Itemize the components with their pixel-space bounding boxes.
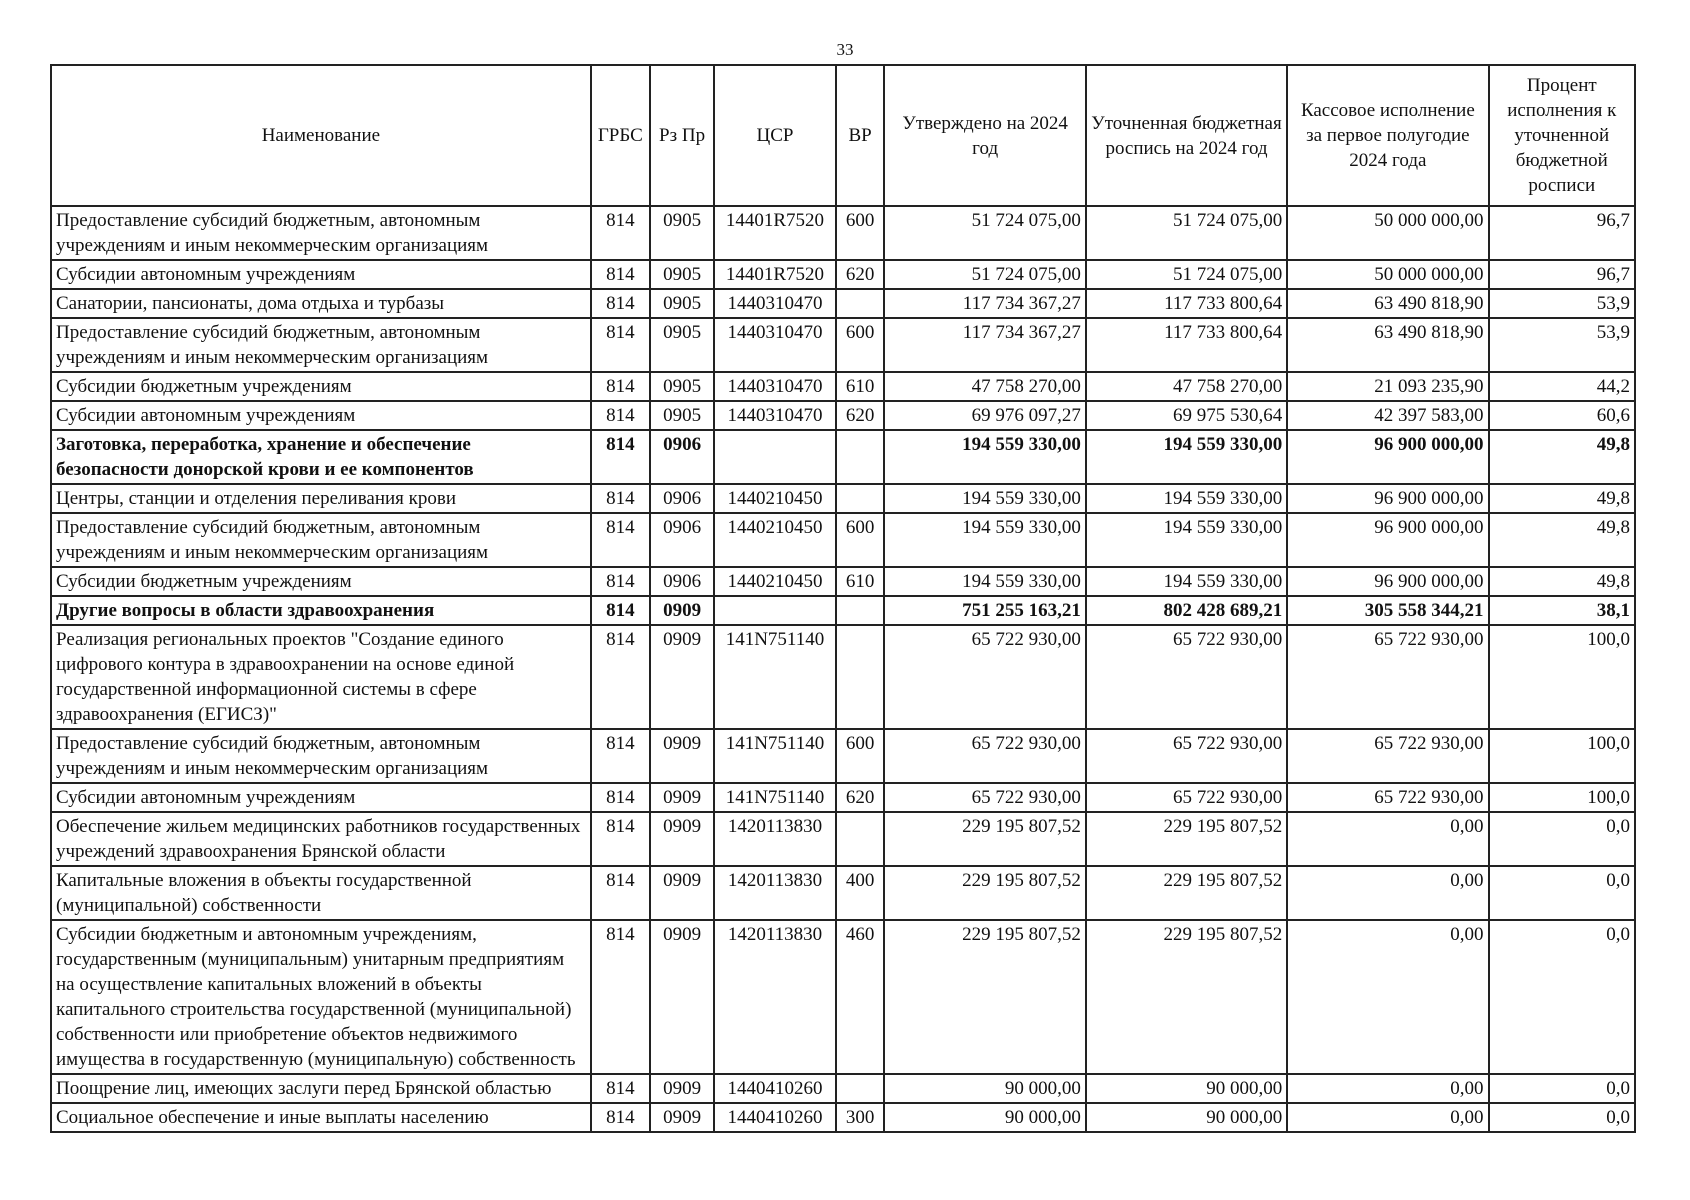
cell-name: Предоставление субсидий бюджетным, автономным учреждениям и иным некоммерческим организациям: [51, 513, 591, 567]
table-row: [51, 484, 1635, 513]
cell-csr: 14401R7520: [714, 260, 835, 289]
cell-rzpr: 0905: [650, 206, 714, 260]
cell-vr: 600: [836, 729, 885, 783]
cell-percent: 53,9: [1489, 318, 1635, 372]
cell-name: Субсидии бюджетным и автономным учреждениям, государственным (муниципальным) унитарным предприятиям на осуществление капитальных вложений в объекты капитального строительства государственной (муниципальной) собственности или приобретение объектов недвижимого имущества в государственную (муниципальную) собственность: [51, 920, 591, 1074]
table-row: [51, 318, 1635, 372]
cell-rzpr: 0906: [650, 513, 714, 567]
cell-vr: [836, 484, 885, 513]
cell-refined: 65 722 930,00: [1086, 783, 1287, 812]
cell-name: Санатории, пансионаты, дома отдыха и турбазы: [51, 289, 591, 318]
cell-refined: 90 000,00: [1086, 1074, 1287, 1103]
cell-approved: 90 000,00: [884, 1103, 1085, 1132]
cell-refined: 51 724 075,00: [1086, 206, 1287, 260]
cell-cash: 0,00: [1287, 920, 1488, 1074]
cell-vr: [836, 625, 885, 729]
cell-refined: 194 559 330,00: [1086, 430, 1287, 484]
cell-grbs: 814: [591, 401, 650, 430]
table-header: [51, 65, 1635, 206]
cell-refined: 65 722 930,00: [1086, 729, 1287, 783]
cell-name: Субсидии бюджетным учреждениям: [51, 372, 591, 401]
cell-name: Капитальные вложения в объекты государственной (муниципальной) собственности: [51, 866, 591, 920]
cell-approved: 194 559 330,00: [884, 430, 1085, 484]
cell-grbs: 814: [591, 318, 650, 372]
cell-approved: 194 559 330,00: [884, 513, 1085, 567]
header-name: Наименование: [51, 65, 591, 206]
cell-refined: 229 195 807,52: [1086, 920, 1287, 1074]
cell-vr: [836, 289, 885, 318]
cell-refined: 194 559 330,00: [1086, 567, 1287, 596]
cell-grbs: 814: [591, 596, 650, 625]
cell-cash: 0,00: [1287, 1074, 1488, 1103]
cell-approved: 51 724 075,00: [884, 206, 1085, 260]
cell-refined: 51 724 075,00: [1086, 260, 1287, 289]
cell-approved: 65 722 930,00: [884, 783, 1085, 812]
table-row: [51, 206, 1635, 260]
cell-vr: 600: [836, 318, 885, 372]
cell-approved: 51 724 075,00: [884, 260, 1085, 289]
cell-approved: 117 734 367,27: [884, 318, 1085, 372]
cell-vr: [836, 1074, 885, 1103]
cell-csr: 1440310470: [714, 401, 835, 430]
cell-approved: 751 255 163,21: [884, 596, 1085, 625]
cell-approved: 65 722 930,00: [884, 625, 1085, 729]
cell-vr: 610: [836, 567, 885, 596]
cell-grbs: 814: [591, 866, 650, 920]
cell-percent: 0,0: [1489, 1103, 1635, 1132]
cell-refined: 229 195 807,52: [1086, 866, 1287, 920]
header-refined: Уточненная бюджетная роспись на 2024 год: [1086, 65, 1287, 206]
cell-cash: 0,00: [1287, 866, 1488, 920]
cell-cash: 50 000 000,00: [1287, 260, 1488, 289]
table-row: [51, 401, 1635, 430]
cell-grbs: 814: [591, 430, 650, 484]
budget-table: [50, 64, 1636, 1133]
cell-csr: 1420113830: [714, 920, 835, 1074]
cell-csr: 1440410260: [714, 1103, 835, 1132]
cell-grbs: 814: [591, 289, 650, 318]
cell-name: Заготовка, переработка, хранение и обеспечение безопасности донорской крови и ее компонентов: [51, 430, 591, 484]
cell-refined: 194 559 330,00: [1086, 484, 1287, 513]
cell-cash: 96 900 000,00: [1287, 513, 1488, 567]
cell-csr: 1440310470: [714, 289, 835, 318]
cell-cash: 63 490 818,90: [1287, 289, 1488, 318]
cell-approved: 90 000,00: [884, 1074, 1085, 1103]
cell-grbs: 814: [591, 567, 650, 596]
cell-cash: 0,00: [1287, 812, 1488, 866]
cell-vr: [836, 812, 885, 866]
cell-refined: 229 195 807,52: [1086, 812, 1287, 866]
cell-csr: [714, 430, 835, 484]
cell-csr: 1440310470: [714, 372, 835, 401]
cell-vr: 400: [836, 866, 885, 920]
cell-csr: [714, 596, 835, 625]
cell-grbs: 814: [591, 920, 650, 1074]
cell-name: Субсидии автономным учреждениям: [51, 260, 591, 289]
cell-name: Субсидии автономным учреждениям: [51, 401, 591, 430]
cell-vr: 460: [836, 920, 885, 1074]
cell-approved: 229 195 807,52: [884, 866, 1085, 920]
cell-cash: 65 722 930,00: [1287, 729, 1488, 783]
cell-csr: 1420113830: [714, 812, 835, 866]
cell-grbs: 814: [591, 484, 650, 513]
cell-grbs: 814: [591, 260, 650, 289]
cell-approved: 69 976 097,27: [884, 401, 1085, 430]
cell-rzpr: 0905: [650, 289, 714, 318]
cell-rzpr: 0905: [650, 372, 714, 401]
cell-percent: 49,8: [1489, 484, 1635, 513]
cell-cash: 96 900 000,00: [1287, 484, 1488, 513]
cell-rzpr: 0909: [650, 812, 714, 866]
cell-rzpr: 0909: [650, 920, 714, 1074]
cell-cash: 96 900 000,00: [1287, 430, 1488, 484]
table-row: [51, 430, 1635, 484]
cell-percent: 49,8: [1489, 567, 1635, 596]
table-row: [51, 513, 1635, 567]
header-percent: Процент исполнения к уточненной бюджетной росписи: [1489, 65, 1635, 206]
header-vr: ВР: [836, 65, 885, 206]
cell-grbs: 814: [591, 513, 650, 567]
table-row: [51, 1103, 1635, 1132]
cell-csr: 1420113830: [714, 866, 835, 920]
table-row: [51, 289, 1635, 318]
cell-name: Обеспечение жильем медицинских работников государственных учреждений здравоохранения Брянской области: [51, 812, 591, 866]
cell-refined: 117 733 800,64: [1086, 318, 1287, 372]
cell-percent: 53,9: [1489, 289, 1635, 318]
cell-percent: 100,0: [1489, 783, 1635, 812]
cell-vr: [836, 430, 885, 484]
cell-csr: 1440210450: [714, 513, 835, 567]
cell-rzpr: 0905: [650, 260, 714, 289]
cell-rzpr: 0905: [650, 401, 714, 430]
cell-approved: 194 559 330,00: [884, 567, 1085, 596]
cell-vr: 620: [836, 783, 885, 812]
cell-name: Субсидии бюджетным учреждениям: [51, 567, 591, 596]
table-row: [51, 596, 1635, 625]
header-grbs: ГРБС: [591, 65, 650, 206]
cell-cash: 0,00: [1287, 1103, 1488, 1132]
cell-percent: 0,0: [1489, 812, 1635, 866]
table-row: [51, 260, 1635, 289]
cell-rzpr: 0909: [650, 783, 714, 812]
cell-percent: 38,1: [1489, 596, 1635, 625]
cell-cash: 96 900 000,00: [1287, 567, 1488, 596]
cell-rzpr: 0906: [650, 484, 714, 513]
cell-percent: 44,2: [1489, 372, 1635, 401]
cell-approved: 194 559 330,00: [884, 484, 1085, 513]
cell-cash: 42 397 583,00: [1287, 401, 1488, 430]
cell-csr: 141N751140: [714, 783, 835, 812]
cell-csr: 141N751140: [714, 729, 835, 783]
table-row: [51, 783, 1635, 812]
cell-csr: 1440310470: [714, 318, 835, 372]
cell-rzpr: 0906: [650, 430, 714, 484]
cell-vr: 300: [836, 1103, 885, 1132]
cell-percent: 0,0: [1489, 1074, 1635, 1103]
cell-percent: 0,0: [1489, 920, 1635, 1074]
cell-grbs: 814: [591, 1074, 650, 1103]
cell-grbs: 814: [591, 1103, 650, 1132]
cell-rzpr: 0909: [650, 596, 714, 625]
cell-refined: 90 000,00: [1086, 1103, 1287, 1132]
cell-rzpr: 0905: [650, 318, 714, 372]
cell-name: Предоставление субсидий бюджетным, автономным учреждениям и иным некоммерческим организациям: [51, 729, 591, 783]
cell-refined: 117 733 800,64: [1086, 289, 1287, 318]
cell-refined: 69 975 530,64: [1086, 401, 1287, 430]
cell-percent: 49,8: [1489, 430, 1635, 484]
page-number: 33: [836, 40, 854, 59]
cell-vr: 620: [836, 260, 885, 289]
cell-rzpr: 0909: [650, 866, 714, 920]
table-row: [51, 920, 1635, 1074]
cell-refined: 65 722 930,00: [1086, 625, 1287, 729]
cell-name: Реализация региональных проектов "Создание единого цифрового контура в здравоохранении на основе единой государственной информационной системы в сфере здравоохранения (ЕГИСЗ)": [51, 625, 591, 729]
cell-name: Социальное обеспечение и иные выплаты населению: [51, 1103, 591, 1132]
cell-cash: 50 000 000,00: [1287, 206, 1488, 260]
cell-csr: 1440410260: [714, 1074, 835, 1103]
cell-name: Центры, станции и отделения переливания крови: [51, 484, 591, 513]
cell-csr: 1440210450: [714, 567, 835, 596]
cell-rzpr: 0909: [650, 625, 714, 729]
header-cash: Кассовое исполнение за первое полугодие 2024 года: [1287, 65, 1488, 206]
cell-vr: 610: [836, 372, 885, 401]
cell-rzpr: 0909: [650, 1103, 714, 1132]
cell-refined: 47 758 270,00: [1086, 372, 1287, 401]
cell-grbs: 814: [591, 729, 650, 783]
cell-cash: 305 558 344,21: [1287, 596, 1488, 625]
cell-rzpr: 0909: [650, 729, 714, 783]
cell-percent: 49,8: [1489, 513, 1635, 567]
table-row: [51, 372, 1635, 401]
table-row: [51, 812, 1635, 866]
cell-vr: 600: [836, 206, 885, 260]
cell-name: Субсидии автономным учреждениям: [51, 783, 591, 812]
cell-name: Предоставление субсидий бюджетным, автономным учреждениям и иным некоммерческим организациям: [51, 318, 591, 372]
cell-percent: 96,7: [1489, 206, 1635, 260]
table-row: [51, 625, 1635, 729]
cell-approved: 229 195 807,52: [884, 812, 1085, 866]
table-row: [51, 1074, 1635, 1103]
table-row: [51, 866, 1635, 920]
cell-approved: 47 758 270,00: [884, 372, 1085, 401]
cell-vr: [836, 596, 885, 625]
header-rzpr: Рз Пр: [650, 65, 714, 206]
table-row: [51, 567, 1635, 596]
cell-cash: 21 093 235,90: [1287, 372, 1488, 401]
cell-grbs: 814: [591, 783, 650, 812]
cell-percent: 0,0: [1489, 866, 1635, 920]
cell-rzpr: 0909: [650, 1074, 714, 1103]
cell-rzpr: 0906: [650, 567, 714, 596]
cell-percent: 60,6: [1489, 401, 1635, 430]
cell-csr: 14401R7520: [714, 206, 835, 260]
table-body: [51, 206, 1635, 1132]
cell-cash: 63 490 818,90: [1287, 318, 1488, 372]
cell-refined: 802 428 689,21: [1086, 596, 1287, 625]
cell-cash: 65 722 930,00: [1287, 783, 1488, 812]
cell-name: Другие вопросы в области здравоохранения: [51, 596, 591, 625]
cell-csr: 1440210450: [714, 484, 835, 513]
cell-grbs: 814: [591, 372, 650, 401]
cell-vr: 620: [836, 401, 885, 430]
cell-percent: 100,0: [1489, 625, 1635, 729]
cell-name: Предоставление субсидий бюджетным, автономным учреждениям и иным некоммерческим организациям: [51, 206, 591, 260]
header-csr: ЦСР: [714, 65, 835, 206]
cell-refined: 194 559 330,00: [1086, 513, 1287, 567]
cell-cash: 65 722 930,00: [1287, 625, 1488, 729]
cell-name: Поощрение лиц, имеющих заслуги перед Брянской областью: [51, 1074, 591, 1103]
cell-percent: 96,7: [1489, 260, 1635, 289]
table-row: [51, 729, 1635, 783]
header-approved: Утверждено на 2024 год: [884, 65, 1085, 206]
cell-grbs: 814: [591, 625, 650, 729]
cell-percent: 100,0: [1489, 729, 1635, 783]
cell-vr: 600: [836, 513, 885, 567]
cell-csr: 141N751140: [714, 625, 835, 729]
cell-approved: 229 195 807,52: [884, 920, 1085, 1074]
cell-grbs: 814: [591, 812, 650, 866]
cell-approved: 65 722 930,00: [884, 729, 1085, 783]
cell-grbs: 814: [591, 206, 650, 260]
cell-approved: 117 734 367,27: [884, 289, 1085, 318]
